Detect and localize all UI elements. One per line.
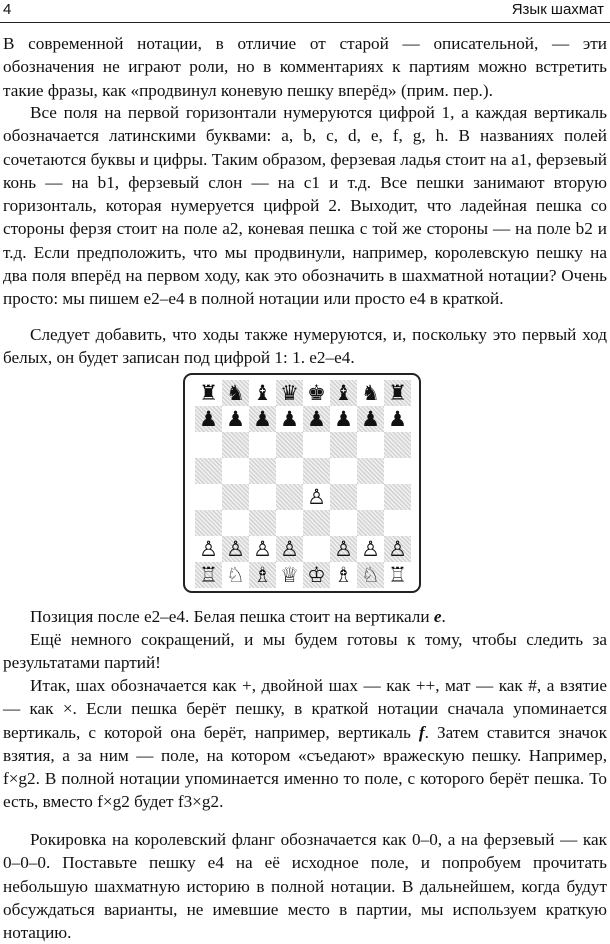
paragraph-castling: Рокировка на королевский фланг обозначается как 0–0, а на ферзевый — как 0–0–0. Поставьте пешку e4 на её исходное поле, и попробуем прочитать небольшую шахматную историю в полной нотации. В дальнейшем, когда будут обсуждаться варианты, не имевшие место в партии, мы используем краткую нотацию. <box>3 830 607 943</box>
square-h1 <box>384 562 411 588</box>
chess-piece-icon: ♞ <box>226 380 245 405</box>
square-a1 <box>195 562 222 588</box>
paragraph-move-numbering: Следует добавить, что ходы также нумеруются, и, поскольку это первый ход белых, он будет записан под цифрой 1: 1. e2–e4. <box>3 325 607 368</box>
square-g7 <box>357 406 384 432</box>
chess-piece-icon: ♟ <box>253 406 272 431</box>
caption-file: e <box>433 607 442 626</box>
chessboard <box>195 380 411 588</box>
square-g5 <box>357 458 384 484</box>
caption-end: . <box>441 607 446 626</box>
square-e4 <box>303 484 330 510</box>
square-d7 <box>276 406 303 432</box>
square-d3 <box>276 510 303 536</box>
square-d2 <box>276 536 303 562</box>
square-h4 <box>384 484 411 510</box>
chess-piece-icon: ♝ <box>334 380 353 405</box>
square-c1 <box>249 562 276 588</box>
square-f8 <box>330 380 357 406</box>
chess-piece-icon: ♞ <box>361 380 380 405</box>
chess-piece-icon: ♟ <box>280 406 299 431</box>
square-c7 <box>249 406 276 432</box>
chess-piece-icon: ♙ <box>199 536 218 561</box>
p6-text-b: . Затем ставится значок взятия, а за ним — поле, на котором «съедают» вражескую пешку. Например, f×g2. В полной нотации упоминается именно то поле, с которого берёт пешка. То есть, вместо f×g2 будет f3×g2. <box>3 722 607 812</box>
paragraph-abbreviations-intro: Ещё немного сокращений, и мы будем готовы к тому, чтобы следить за результатами партий! <box>3 630 607 673</box>
square-a5 <box>195 458 222 484</box>
square-d6 <box>276 432 303 458</box>
square-b1 <box>222 562 249 588</box>
square-g3 <box>357 510 384 536</box>
p6-text-a: Итак, шах обозначается как +, двойной шах — как ++, мат — как #, а взятие — как ×. Если пешка берёт пешку, в краткой нотации сначала упоминается вертикаль, с которой она берёт, например, вертикаль <box>3 676 607 742</box>
square-e3 <box>303 510 330 536</box>
square-f6 <box>330 432 357 458</box>
square-f7 <box>330 406 357 432</box>
square-b6 <box>222 432 249 458</box>
square-f3 <box>330 510 357 536</box>
chess-piece-icon: ♟ <box>307 406 326 431</box>
paragraph-notation-note: В современной нотации, в отличие от старой — описательной, — эти обозначения не играют роли, но в комментариях к партиям можно встретить такие фразы, как «продвинул коневую пешку вперёд» (прим. пер.). <box>3 34 607 100</box>
running-title: Язык шахмат <box>511 1 604 18</box>
chess-piece-icon: ♝ <box>253 380 272 405</box>
chess-piece-icon: ♘ <box>361 562 380 587</box>
chess-piece-icon: ♟ <box>226 406 245 431</box>
square-d8 <box>276 380 303 406</box>
chess-piece-icon: ♕ <box>280 562 299 587</box>
chess-piece-icon: ♟ <box>388 406 407 431</box>
square-e5 <box>303 458 330 484</box>
square-c6 <box>249 432 276 458</box>
caption-text: Позиция после e2–e4. Белая пешка стоит на вертикали <box>30 607 434 626</box>
square-g2 <box>357 536 384 562</box>
chess-piece-icon: ♖ <box>199 562 218 587</box>
chess-piece-icon: ♘ <box>226 562 245 587</box>
chess-piece-icon: ♜ <box>199 380 218 405</box>
chess-piece-icon: ♙ <box>361 536 380 561</box>
chess-piece-icon: ♙ <box>253 536 272 561</box>
square-h7 <box>384 406 411 432</box>
square-f2 <box>330 536 357 562</box>
square-h5 <box>384 458 411 484</box>
chess-piece-icon: ♚ <box>307 380 326 405</box>
square-f5 <box>330 458 357 484</box>
square-b8 <box>222 380 249 406</box>
square-h8 <box>384 380 411 406</box>
square-e1 <box>303 562 330 588</box>
paragraph-check-capture <box>3 674 607 814</box>
square-e2 <box>303 536 330 562</box>
square-b5 <box>222 458 249 484</box>
paragraph-square-naming: Все поля на первой горизонтали нумеруются цифрой 1, а каждая вертикаль обозначается латинскими буквами: a, b, c, d, e, f, g, h. В названиях полей сочетаются буквы и цифры. Таким образом, ферзевая ладья стоит на a1, ферзевый конь — на b1, ферзевый слон — на c1 и т.д. Все пешки занимают вторую горизонталь, которая нумеруется цифрой 2. Выходит, что ладейная пешка со стороны ферзя стоит на поле a2, коневая пешка с той же стороны — на поле b2 и т.д. Если предположить, что мы продвинули, например, королевскую пешку на два поля вперёд на первом ходу, как это обозначить в шахматной нотации? Очень просто: мы пишем e2–e4 в полной нотации или просто e4 в краткой. <box>3 103 607 309</box>
chess-piece-icon: ♟ <box>361 406 380 431</box>
chess-piece-icon: ♙ <box>226 536 245 561</box>
square-e6 <box>303 432 330 458</box>
square-a2 <box>195 536 222 562</box>
square-c4 <box>249 484 276 510</box>
square-g1 <box>357 562 384 588</box>
chess-piece-icon: ♖ <box>388 562 407 587</box>
chess-piece-icon: ♙ <box>388 536 407 561</box>
diagram-caption <box>3 605 607 628</box>
square-c2 <box>249 536 276 562</box>
square-c5 <box>249 458 276 484</box>
square-h2 <box>384 536 411 562</box>
square-g8 <box>357 380 384 406</box>
square-e8 <box>303 380 330 406</box>
square-h3 <box>384 510 411 536</box>
square-a6 <box>195 432 222 458</box>
square-g6 <box>357 432 384 458</box>
square-d1 <box>276 562 303 588</box>
chess-piece-icon: ♛ <box>280 380 299 405</box>
square-b3 <box>222 510 249 536</box>
square-a7 <box>195 406 222 432</box>
square-d5 <box>276 458 303 484</box>
square-g4 <box>357 484 384 510</box>
square-c3 <box>249 510 276 536</box>
chess-piece-icon: ♜ <box>388 380 407 405</box>
p6-file: f <box>418 722 425 742</box>
square-a4 <box>195 484 222 510</box>
chess-piece-icon: ♙ <box>307 484 326 509</box>
square-f4 <box>330 484 357 510</box>
chess-piece-icon: ♗ <box>253 562 272 587</box>
square-b4 <box>222 484 249 510</box>
square-b7 <box>222 406 249 432</box>
chess-piece-icon: ♙ <box>334 536 353 561</box>
chess-piece-icon: ♗ <box>334 562 353 587</box>
page-header <box>0 0 610 23</box>
chess-piece-icon: ♟ <box>199 406 218 431</box>
chessboard-diagram <box>183 373 421 593</box>
page-number: 4 <box>3 1 12 18</box>
square-h6 <box>384 432 411 458</box>
square-e7 <box>303 406 330 432</box>
square-d4 <box>276 484 303 510</box>
square-b2 <box>222 536 249 562</box>
chess-piece-icon: ♔ <box>307 562 326 587</box>
chess-piece-icon: ♟ <box>334 406 353 431</box>
square-a3 <box>195 510 222 536</box>
square-c8 <box>249 380 276 406</box>
square-a8 <box>195 380 222 406</box>
square-f1 <box>330 562 357 588</box>
chess-piece-icon: ♙ <box>280 536 299 561</box>
